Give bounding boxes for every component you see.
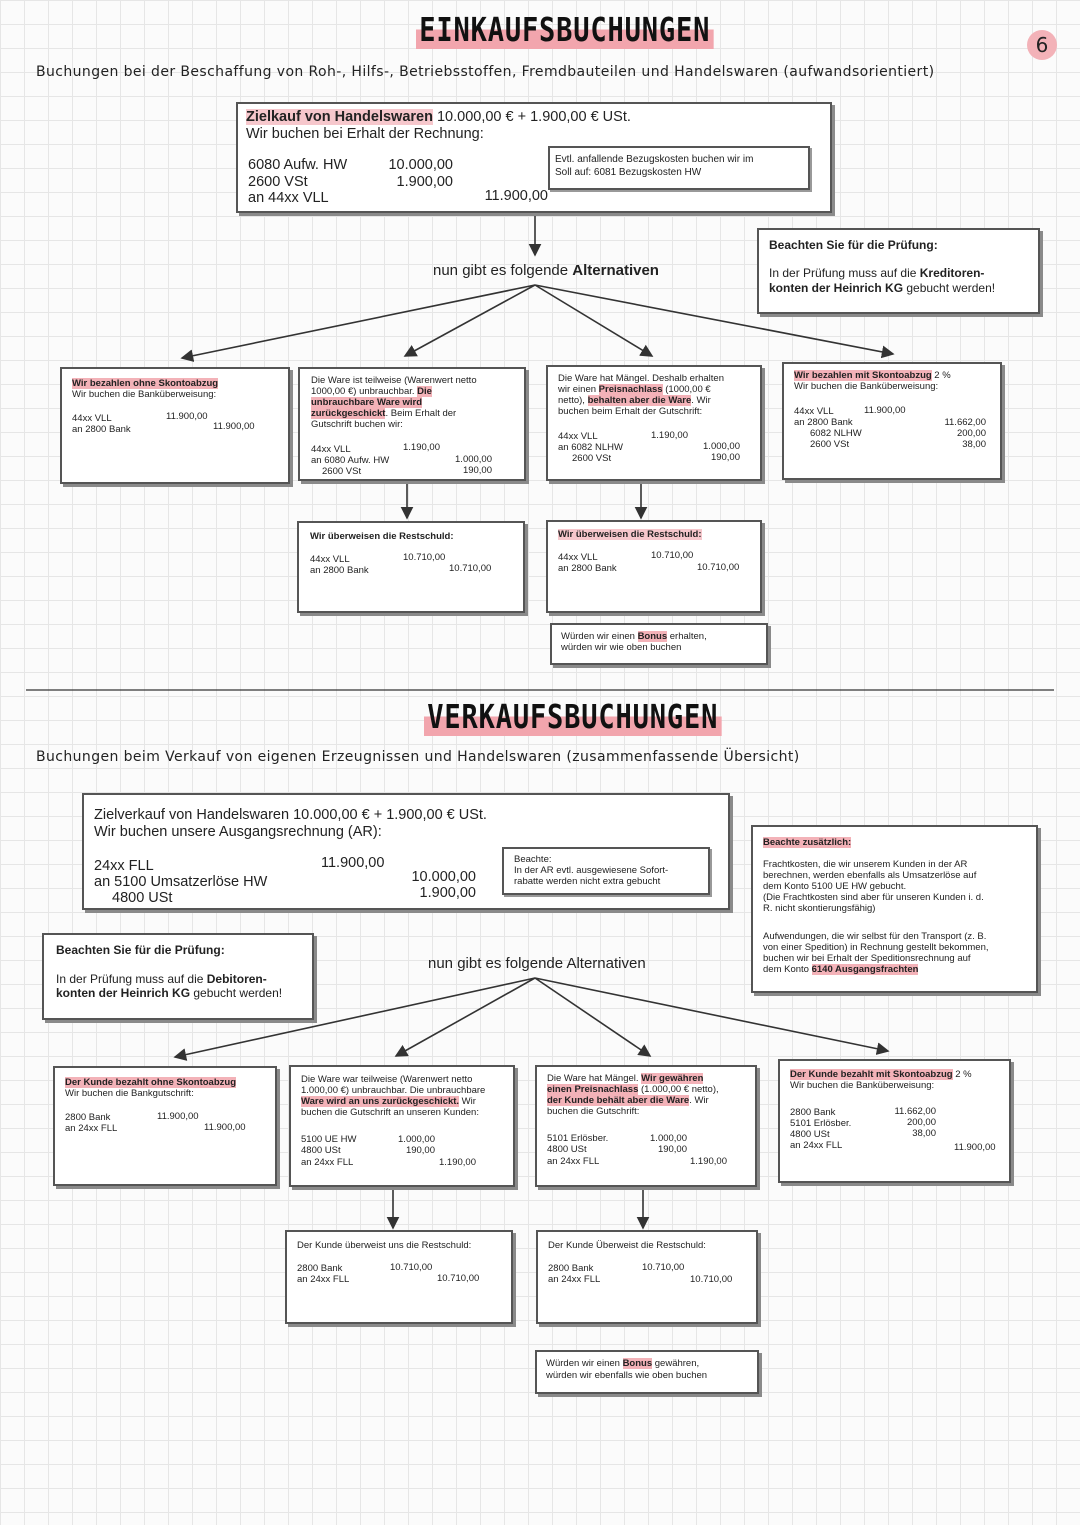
alt-line: buchen die Gutschrift an unseren Kunden: [301, 1107, 479, 1118]
alt-line: zurückgeschickt. Beim Erhalt der [311, 408, 457, 419]
alt-line: unbrauchbare Ware wird [311, 397, 423, 408]
alt-line: Die Ware hat Mängel. Deshalb erhalten [558, 373, 724, 384]
account: 4800 USt [301, 1145, 341, 1156]
verkauf-restschuld-2 [536, 1230, 758, 1324]
account: 2600 VSt [248, 174, 308, 190]
amount: 10.710,00 [690, 1274, 733, 1285]
verkauf-title: VERKAUFSBUCHUNGEN [424, 697, 721, 736]
verkauf-subtitle: Buchungen beim Verkauf von eigenen Erzeugnissen und Handelswaren (zusammenfassende Übersicht) [36, 749, 800, 765]
verkauf-zusaetzlich-box [751, 825, 1038, 993]
account: an 44xx VLL [248, 190, 329, 206]
note-line: Evtl. anfallende Bezugskosten buchen wir im [555, 154, 754, 165]
alt-title: Der Kunde bezahlt mit Skontoabzug 2 % [790, 1069, 972, 1080]
amount: 1.190,00 [651, 430, 688, 441]
account: 2600 VSt [322, 466, 362, 477]
alt-line: wir einen Preisnachlass (1000,00 € [558, 384, 711, 395]
note-line: In der AR evtl. ausgewiesene Sofort- [514, 865, 669, 876]
account: an 24xx FLL [547, 1156, 600, 1167]
amount: 11.900,00 [484, 188, 548, 204]
einkauf-main-line2: Wir buchen bei Erhalt der Rechnung: [246, 126, 484, 142]
einkauf-alternatives-label: nun gibt es folgende Alternativen [433, 262, 659, 279]
alt-title: Der Kunde bezahlt ohne Skontoabzug [65, 1077, 237, 1088]
einkauf-alt-preisnachlass [546, 365, 762, 481]
amount: 190,00 [462, 465, 492, 476]
rest-title: Wir überweisen die Restschuld: [558, 529, 702, 540]
pruefung-title: Beachten Sie für die Prüfung: [56, 943, 225, 957]
amount: 10.710,00 [403, 552, 446, 563]
account: an 6082 NLHW [558, 442, 623, 453]
amount: 11.900,00 [166, 411, 208, 422]
pruefung-line2: konten der Heinrich KG gebucht werden! [769, 281, 996, 295]
amount: 10.710,00 [642, 1262, 685, 1273]
bonus-line: Würden wir einen Bonus erhalten, [561, 631, 707, 642]
page-number: 6 [1027, 30, 1057, 60]
account: 2800 Bank [297, 1263, 343, 1274]
account: 6080 Aufw. HW [248, 157, 348, 173]
amount: 11.900,00 [954, 1142, 996, 1153]
amount: 10.710,00 [651, 550, 694, 561]
alt-line: Wir buchen die Banküberweisung: [794, 381, 939, 392]
account: an 5100 Umsatzerlöse HW [94, 874, 268, 890]
einkauf-bonus-box [550, 623, 768, 665]
note-line: R. nicht skontierungsfähig) [763, 903, 876, 914]
verkauf-alt-preisnachlass [535, 1065, 757, 1187]
verkauf-alt-ohne-skonto [53, 1066, 277, 1186]
account: an 2800 Bank [794, 417, 853, 428]
note-line: buchen wir bei Erhalt der Speditionsrechnung auf [763, 953, 971, 964]
amount: 1.190,00 [403, 442, 440, 453]
pruefung-line2: konten der Heinrich KG gebucht werden! [56, 986, 283, 1000]
account: an 2800 Bank [310, 565, 369, 576]
note-line: Soll auf: 6081 Bezugskosten HW [555, 167, 702, 178]
verkauf-pruefung-box [42, 933, 314, 1020]
verkauf-alt-mit-skonto [778, 1059, 1011, 1183]
account: 4800 USt [112, 890, 173, 906]
verkauf-alternatives-label: nun gibt es folgende Alternativen [428, 955, 646, 972]
amount: 1.190,00 [439, 1157, 476, 1168]
einkauf-title: EINKAUFSBUCHUNGEN [416, 10, 713, 49]
account: 6082 NLHW [810, 428, 862, 439]
amount: 1.000,00 [455, 454, 492, 465]
account: an 24xx FLL [548, 1274, 601, 1285]
note-line: Aufwendungen, die wir selbst für den Transport (z. B. [763, 931, 987, 942]
alt-line: buchen beim Erhalt der Gutschrift: [558, 406, 703, 417]
alt-title: Wir bezahlen ohne Skontoabzug [72, 378, 219, 389]
account: 24xx FLL [94, 858, 154, 874]
account: an 24xx FLL [65, 1123, 118, 1134]
amount: 1.000,00 [650, 1133, 687, 1144]
einkauf-pruefung-box [757, 228, 1040, 314]
bonus-line: würden wir ebenfalls wie oben buchen [546, 1370, 708, 1381]
account: an 24xx FLL [790, 1140, 843, 1151]
einkauf-subtitle: Buchungen bei der Beschaffung von Roh-, Hilfs-, Betriebsstoffen, Fremdbauteilen und Handelswaren (aufwandsorientiert) [36, 64, 935, 80]
alt-line: einen Preisnachlass (1.000,00 € netto), [547, 1084, 719, 1095]
account: an 2800 Bank [72, 424, 131, 435]
amount: 11.900,00 [321, 855, 385, 871]
einkauf-alt-ohne-skonto [60, 367, 290, 484]
einkauf-main-box [236, 102, 832, 213]
amount: 11.900,00 [213, 421, 255, 432]
amount: 1.000,00 [398, 1134, 435, 1145]
verkauf-main-box [82, 793, 730, 910]
account: 44xx VLL [310, 554, 350, 565]
account: 2600 VSt [810, 439, 850, 450]
alt-line: der Kunde behält aber die Ware. Wir [547, 1095, 709, 1106]
verkauf-main-line1: Zielverkauf von Handelswaren 10.000,00 € + 1.900,00 € USt. [94, 807, 487, 823]
einkauf-alt-ruecksendung [298, 367, 526, 481]
alt-title: Wir bezahlen mit Skontoabzug 2 % [794, 370, 951, 381]
amount: 200,00 [906, 1117, 936, 1128]
note-line: berechnen, werden ebenfalls als Umsatzerlöse auf [763, 870, 977, 881]
amount: 11.900,00 [157, 1111, 199, 1122]
account: 4800 USt [547, 1144, 587, 1155]
amount: 11.900,00 [864, 405, 906, 416]
einkauf-restschuld-1 [297, 521, 525, 613]
account: an 24xx FLL [301, 1157, 354, 1168]
alt-line: netto), behalten aber die Ware. Wir [558, 395, 711, 406]
alt-line: Gutschrift buchen wir: [311, 419, 403, 430]
amount: 1.900,00 [419, 885, 476, 901]
rest-title: Der Kunde Überweist die Restschuld: [548, 1240, 706, 1251]
verkauf-alt-ruecksendung [289, 1065, 515, 1187]
verkauf-main-line2: Wir buchen unsere Ausgangsrechnung (AR): [94, 824, 382, 840]
alt-line: Ware wird an uns zurückgeschickt. Wir [301, 1096, 476, 1107]
note-line: dem Konto 5100 UE HW gebucht. [763, 881, 907, 892]
alt-line: Wir buchen die Bankgutschrift: [65, 1088, 194, 1099]
verkauf-restschuld-1 [285, 1230, 513, 1324]
pruefung-line1: In der Prüfung muss auf die Debitoren- [56, 972, 267, 986]
sofortrabatt-note [502, 847, 710, 895]
zusaetzlich-title: Beachte zusätzlich: [763, 837, 852, 848]
account: 5101 Erlösber. [790, 1118, 852, 1129]
amount: 10.710,00 [697, 562, 740, 573]
account: 44xx VLL [72, 413, 112, 424]
alt-line: 1000,00 €) unbrauchbar. Die [311, 386, 432, 397]
amount: 10.710,00 [437, 1273, 480, 1284]
amount: 11.662,00 [944, 417, 986, 428]
amount: 200,00 [956, 428, 986, 439]
alt-line: Wir buchen die Banküberweisung: [790, 1080, 935, 1091]
account: 44xx VLL [311, 444, 351, 455]
amount: 10.000,00 [388, 157, 453, 173]
alt-line: 1.000,00 €) unbrauchbar. Die unbrauchbare [301, 1085, 486, 1096]
einkauf-main-title: Zielkauf von Handelswaren 10.000,00 € + 1.900,00 € USt. [246, 109, 631, 125]
rest-title: Der Kunde überweist uns die Restschuld: [297, 1240, 472, 1251]
account: an 2800 Bank [558, 563, 617, 574]
account: an 6080 Aufw. HW [311, 455, 390, 466]
alt-line: buchen die Gutschrift: [547, 1106, 640, 1117]
bezugskosten-note [548, 146, 810, 190]
account: 5101 Erlösber. [547, 1133, 609, 1144]
account: 2800 Bank [790, 1107, 836, 1118]
account: 2800 Bank [548, 1263, 594, 1274]
amount: 1.000,00 [703, 441, 740, 452]
amount: 10.710,00 [449, 563, 492, 574]
rest-title: Wir überweisen die Restschuld: [310, 531, 454, 542]
verkauf-bonus-box [535, 1350, 759, 1394]
note-line: dem Konto 6140 Ausgangsfrachten [763, 964, 919, 975]
note-line: von einer Spedition) in Rechnung gestellt bekommen, [763, 942, 989, 953]
amount: 38,00 [962, 439, 986, 450]
note-line: Beachte: [514, 854, 552, 865]
alt-line: Die Ware ist teilweise (Warenwert netto [311, 375, 477, 386]
alt-line: Die Ware war teilweise (Warenwert netto [301, 1074, 473, 1085]
amount: 11.662,00 [894, 1106, 936, 1117]
note-line: rabatte werden nicht extra gebucht [514, 876, 661, 887]
bonus-line: würden wir wie oben buchen [561, 642, 682, 653]
account: 5100 UE HW [301, 1134, 357, 1145]
alt-line: Wir buchen die Banküberweisung: [72, 389, 217, 400]
account: 4800 USt [790, 1129, 830, 1140]
amount: 1.900,00 [396, 174, 453, 190]
account: an 24xx FLL [297, 1274, 350, 1285]
amount: 38,00 [912, 1128, 936, 1139]
amount: 11.900,00 [204, 1122, 246, 1133]
bonus-line: Würden wir einen Bonus gewähren, [546, 1358, 700, 1369]
pruefung-title: Beachten Sie für die Prüfung: [769, 238, 938, 252]
account: 2800 Bank [65, 1112, 111, 1123]
pruefung-line1: In der Prüfung muss auf die Kreditoren- [769, 266, 985, 280]
alt-line: Die Ware hat Mängel. Wir gewähren [547, 1073, 704, 1084]
amount: 10.000,00 [411, 869, 476, 885]
amount: 190,00 [657, 1144, 687, 1155]
account: 2600 VSt [572, 453, 612, 464]
amount: 190,00 [405, 1145, 435, 1156]
note-line: Frachtkosten, die wir unserem Kunden in der AR [763, 859, 968, 870]
account: 44xx VLL [794, 406, 834, 417]
einkauf-alt-mit-skonto [782, 362, 1002, 480]
amount: 190,00 [710, 452, 740, 463]
note-line: (Die Frachtkosten sind aber für unseren Kunden i. d. [763, 892, 984, 903]
amount: 1.190,00 [690, 1156, 727, 1167]
account: 44xx VLL [558, 431, 598, 442]
amount: 10.710,00 [390, 1262, 433, 1273]
einkauf-restschuld-2 [546, 520, 762, 613]
account: 44xx VLL [558, 552, 598, 563]
